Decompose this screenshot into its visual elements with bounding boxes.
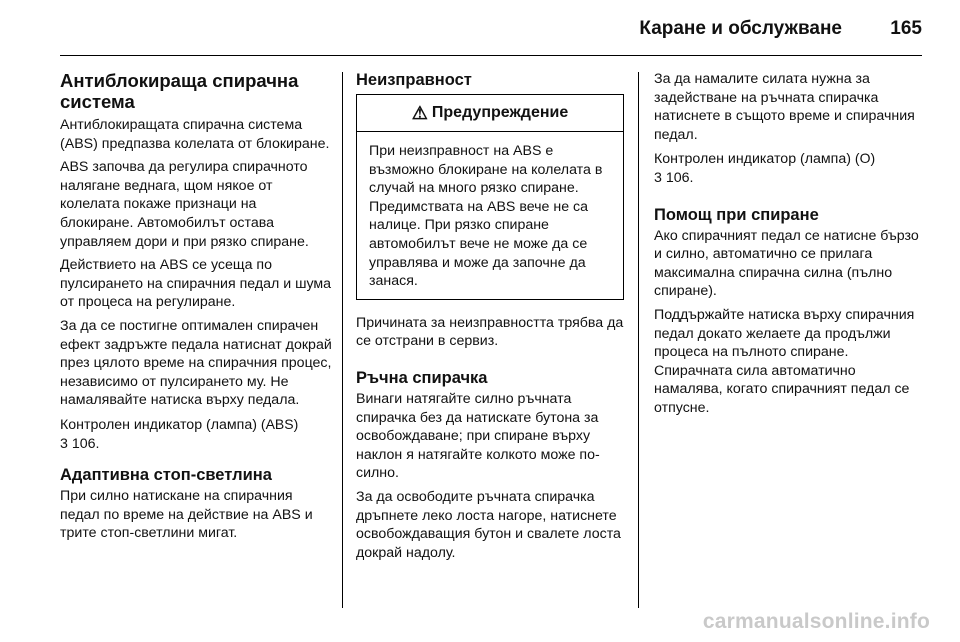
column-divider-2	[638, 72, 639, 608]
paragraph: Антиблокиращата спирачна система (ABS) предпазва колелата от блокиране.	[60, 117, 330, 152]
warning-text: При неизправност на ABS е възможно блокиране на колелата в случай на много рязко спиране. Предимствата на ABS вече не са налице. При рязко спиране автомобилът вече не може да се управлява и може да започне да занася.	[369, 143, 603, 290]
indicator-text: Контролен индикатор (лампа)	[654, 151, 855, 168]
paragraph: Причината за неизправността трябва да се отстрани в сервиз.	[356, 314, 624, 350]
brake-warning-lamp-icon: (O)	[854, 150, 876, 167]
section-heading-adaptive-brake-light: Адаптивна стоп-светлина	[60, 466, 272, 485]
indicator-text: Контролен индикатор (лампа)	[60, 416, 261, 433]
section-heading-abs: Антиблокираща спирачна система	[60, 70, 299, 112]
warning-header	[357, 95, 623, 132]
column-1	[60, 70, 332, 548]
paragraph: При силно натискане на спирачния педал по време на действие на ABS и трите стоп-светлини мигат.	[60, 488, 313, 542]
section-heading-parking-brake: Ръчна спирачка	[356, 368, 488, 387]
paragraph: За да освободите ръчната спирачка дръпнете леко лоста нагоре, натиснете освобождаващия бутон и свалете лоста докрай надолу.	[356, 488, 621, 561]
section-heading-brake-assist: Помощ при спиране	[654, 205, 819, 224]
watermark: carmanualsonline.info	[702, 610, 930, 633]
column-3	[654, 70, 924, 423]
page-number: 165	[890, 18, 922, 39]
paragraph: За да намалите силата нужна за задействане на ръчната спирачка натиснете в същото време и спирачния педал.	[654, 71, 915, 143]
paragraph: Поддържайте натиска върху спирачния педал докато желаете да продължи процеса на пълното спиране. Спирачната сила автоматично намалява, когато спирачният педал се отпусне.	[654, 306, 915, 416]
indicator-reference	[654, 149, 924, 187]
paragraph: Винаги натягайте силно ръчната спирачка без да натискате бутона за освобождаване; при спиране върху наклон я натягайте колкото може по-силно.	[356, 390, 600, 482]
column-divider-1	[342, 72, 343, 608]
indicator-reference	[60, 415, 332, 453]
paragraph: Действието на ABS се усеща по пулсирането на спирачния педал и шума от процеса на регулиране.	[60, 257, 332, 311]
paragraph: Ако спирачният педал се натисне бързо и силно, автоматично се прилага максимална спирачна силна (пълно спиране).	[654, 227, 919, 300]
column-2	[356, 70, 624, 567]
warning-triangle-icon: ⚠	[411, 102, 428, 123]
page-header	[0, 0, 960, 56]
warning-title: Предупреждение	[431, 103, 569, 121]
page-reference-link[interactable]: 3 106.	[60, 435, 100, 452]
header-divider	[60, 55, 922, 56]
paragraph: За да се постигне оптимален спирачен ефект задръжте педала натиснат докрай през цялото време на спирачния процес, независимо от пулсирането му. Не намалявайте натиска върху педала.	[60, 317, 332, 409]
header-title: Каране и обслужване	[639, 18, 842, 39]
warning-box	[356, 94, 624, 300]
abs-warning-lamp-icon: (ABS)	[260, 415, 299, 432]
section-heading-fault: Неизправност	[356, 71, 472, 89]
paragraph: ABS започва да регулира спирачното налягане веднага, щом някое от колелата покаже признаци на блокиране. Автомобилът остава управляем дори и при рязко спиране.	[60, 159, 309, 250]
page-reference-link[interactable]: 3 106.	[654, 169, 694, 186]
